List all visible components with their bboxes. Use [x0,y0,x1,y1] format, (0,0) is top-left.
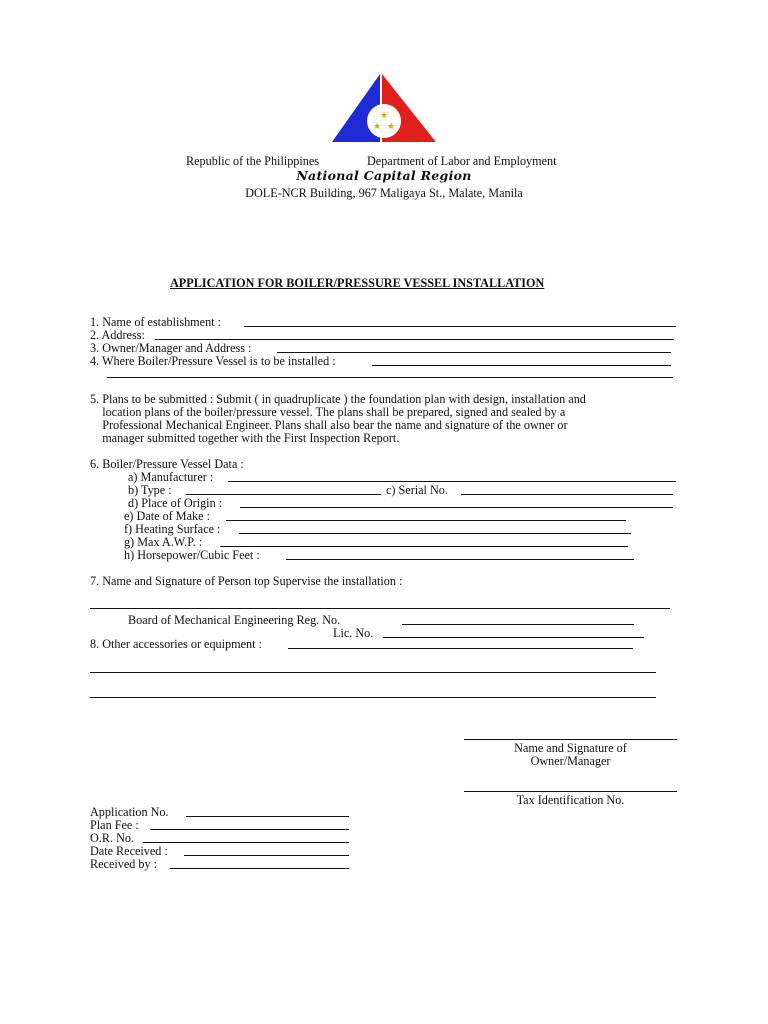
application-no-label: Application No. [90,805,169,819]
install-location-field-2[interactable] [107,377,673,378]
horsepower-label: h) Horsepower/Cubic Feet : [124,548,260,562]
address-field[interactable] [155,339,674,340]
establishment-name-field[interactable] [244,326,676,327]
plan-fee-label: Plan Fee : [90,818,139,832]
item2-label: 2. Address: [90,328,145,342]
max-awp-label: g) Max A.W.P. : [124,535,203,549]
date-received-field[interactable] [184,855,349,856]
lic-no-label: Lic. No. [333,626,374,640]
item7-label: 7. Name and Signature of Person top Supervise the installation : [90,574,403,588]
item4-label: 4. Where Boiler/Pressure Vessel is to be installed : [90,354,336,368]
type-label: b) Type : [128,483,172,497]
dole-triangle-logo-icon [332,72,438,144]
tin-field[interactable] [464,791,677,792]
owner-signature-field[interactable] [464,739,677,740]
heating-surface-label: f) Heating Surface : [124,522,221,536]
board-reg-label: Board of Mechanical Engineering Reg. No. [128,613,341,627]
logo-star-left: ★ [372,121,382,131]
item1-label: 1. Name of establishment : [90,315,221,329]
type-field[interactable] [186,494,381,495]
office-address: DOLE-NCR Building, 967 Maligaya St., Malate, Manila [245,186,523,200]
heating-surface-field[interactable] [239,533,631,534]
other-accessories-field-3[interactable] [90,697,656,698]
install-location-field[interactable] [372,365,671,366]
date-of-make-field[interactable] [226,520,626,521]
lic-no-field[interactable] [383,637,644,638]
plan-fee-field[interactable] [150,829,349,830]
manufacturer-label: a) Manufacturer : [128,470,214,484]
item6-label: 6. Boiler/Pressure Vessel Data : [90,457,244,471]
or-no-label: O.R. No. [90,831,135,845]
manufacturer-field[interactable] [228,481,676,482]
place-of-origin-field[interactable] [240,507,673,508]
tin-label: Tax Identification No. [516,793,625,807]
region-text: National Capital Region [296,168,472,183]
max-awp-field[interactable] [220,546,628,547]
item5-line-1: 5. Plans to be submitted : Submit ( in quadruplicate ) the foundation plan with design, installation and [90,392,586,406]
item5-line-4: manager submitted together with the First Inspection Report. [90,431,400,445]
received-by-field[interactable] [170,868,349,869]
owner-signature-label-2: Owner/Manager [530,754,611,768]
or-no-field[interactable] [143,842,349,843]
department-text: Department of Labor and Employment [367,154,557,168]
other-accessories-field-2[interactable] [90,672,656,673]
logo-star-right: ★ [386,121,396,131]
horsepower-field[interactable] [286,559,634,560]
date-of-make-label: e) Date of Make : [124,509,210,523]
item3-label: 3. Owner/Manager and Address : [90,341,252,355]
other-accessories-field[interactable] [288,648,633,649]
item5-line-2: location plans of the boiler/pressure vessel. The plans shall be prepared, signed and sealed by a [90,405,566,419]
republic-text: Republic of the Philippines [186,154,320,168]
owner-address-field[interactable] [277,352,671,353]
received-by-label: Received by : [90,857,158,871]
serial-no-label: c) Serial No. [386,483,448,497]
date-received-label: Date Received : [90,844,168,858]
application-no-field[interactable] [186,816,349,817]
item5-line-3: Professional Mechanical Engineer. Plans shall also bear the name and signature of the owner or [90,418,568,432]
owner-signature-label-1: Name and Signature of [514,741,627,755]
supervisor-name-field[interactable] [90,608,670,609]
place-of-origin-label: d) Place of Origin : [128,496,223,510]
board-reg-field[interactable] [402,624,634,625]
item8-label: 8. Other accessories or equipment : [90,637,262,651]
logo-star-top: ★ [379,110,389,120]
serial-no-field[interactable] [461,494,673,495]
form-title: APPLICATION FOR BOILER/PRESSURE VESSEL INSTALLATION [170,276,545,290]
